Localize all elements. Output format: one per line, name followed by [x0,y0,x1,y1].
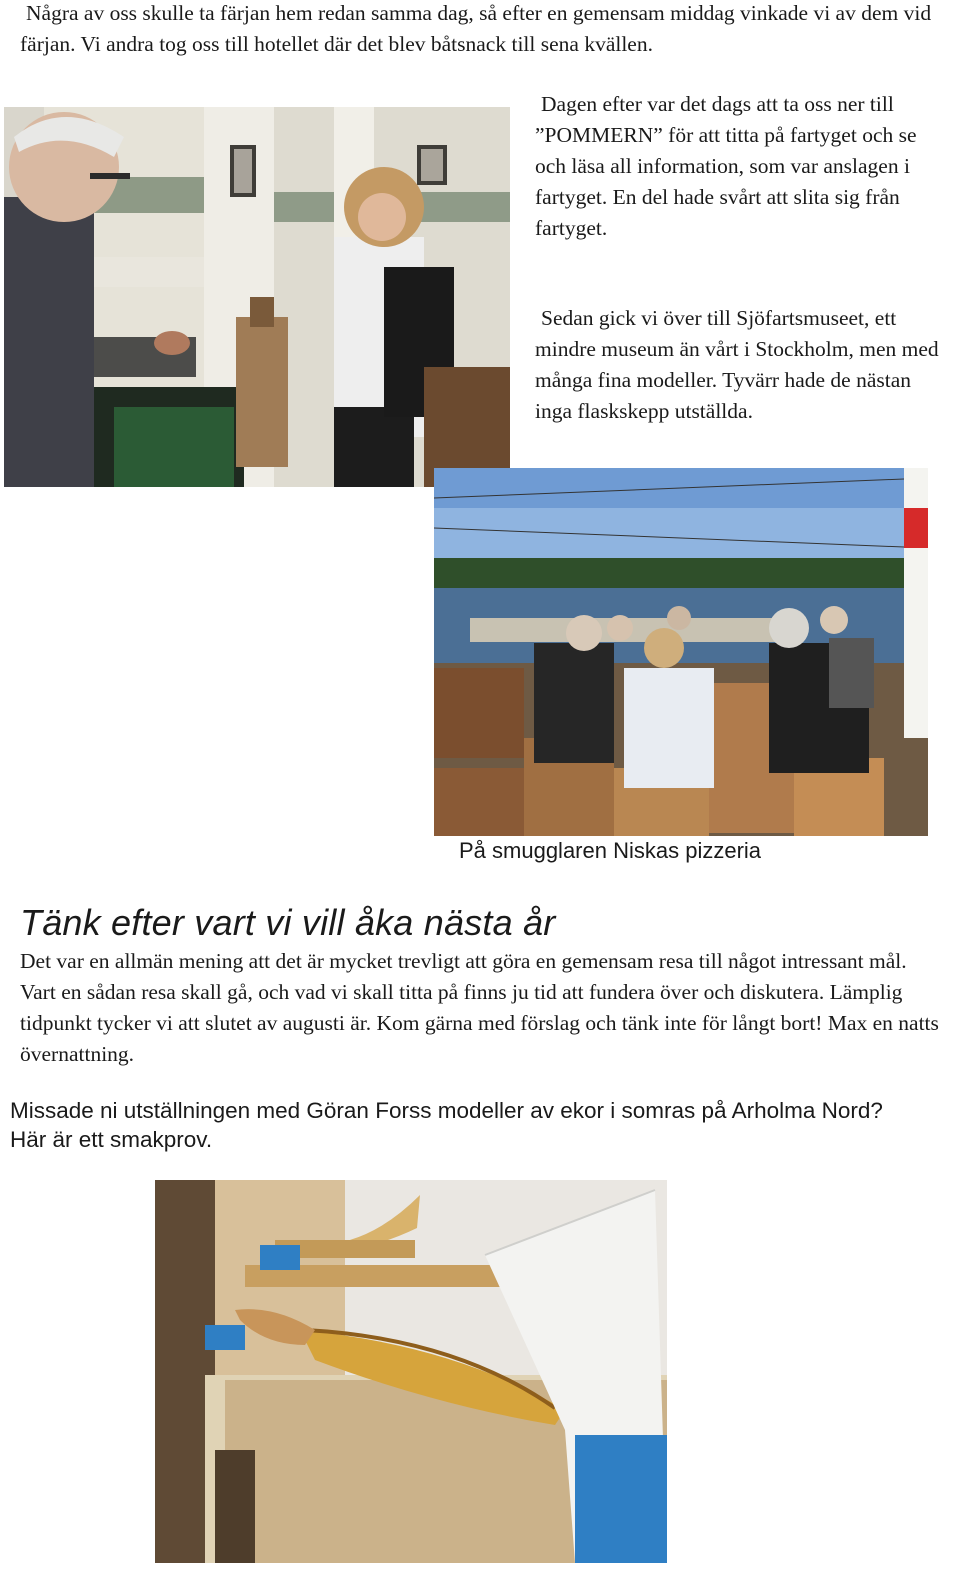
pommern-paragraph: Dagen efter var det dags att ta oss ner till ”POMMERN” för att titta på fartyget och se och läsa all information, som var anslagen i fartyget. En del hade svårt att slita sig från fartyget. [535,92,917,240]
boat-models-photo [155,1180,667,1563]
museum-paragraph: Sedan gick vi över till Sjöfartsmuseet, ett mindre museum än vårt i Stockholm, men med många fina modeller. Tyvärr hade de nästan inga flaskskepp utställda. [535,306,939,423]
pommern-cabin-photo [4,107,510,487]
pizzeria-photo [434,468,928,836]
exhibition-paragraph: Missade ni utställningen med Göran Forss modeller av ekor i somras på Arholma Nord? Här är ett smakprov. [10,1098,883,1152]
next-year-paragraph: Det var en allmän mening att det är mycket trevligt att göra en gemensam resa till något intressant mål. Vart en sådan resa skall gå, och vad vi skall titta på finns ju tid att fundera över och diskutera. Lämplig tidpunkt tycker vi att slutet av augusti är. Kom gärna med förslag och tänk inte för långt bort! Max en natts övernattning. [20,949,939,1066]
next-year-heading: Tänk efter vart vi vill åka nästa år [20,902,556,943]
pizzeria-caption: På smugglaren Niskas pizzeria [459,838,762,863]
intro-paragraph: Några av oss skulle ta färjan hem redan samma dag, så efter en gemensam middag vinkade vi av dem vid färjan. Vi andra tog oss till hotellet där det blev båtsnack till sena kvällen. [20,1,932,56]
